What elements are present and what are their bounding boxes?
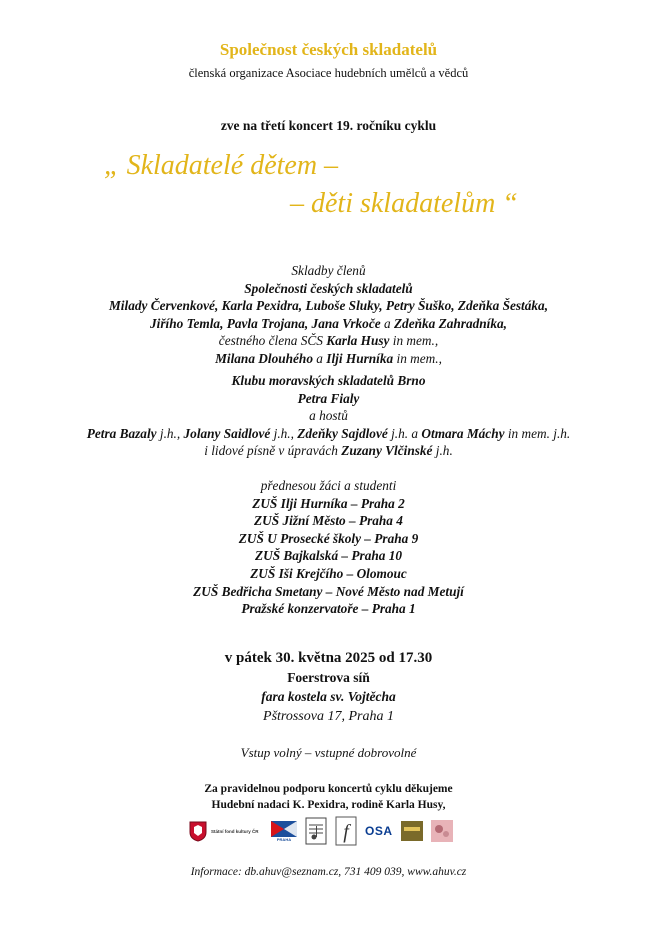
society-name: Společnosti českých skladatelů: [244, 280, 413, 296]
school-item: ZUŠ Jižní Město – Praha 4: [254, 513, 403, 529]
org-name: Společnost českých skladatelů: [219, 40, 438, 59]
performers-intro: přednesou žáci a studenti: [260, 478, 397, 493]
entry-note: Vstup volný – vstupné dobrovolné: [240, 745, 417, 760]
members-line1: Milady Červenkové, Karla Pexidra, Luboše Sluky, Petry Šuško, Zdeňka Šestáka,: [108, 298, 549, 314]
honorary-member-line: čestného člena SČS Karla Husy in mem.,: [218, 333, 439, 349]
praha-flag-logo-icon: PRAHA: [271, 821, 297, 842]
prague-coat-of-arms-icon: [188, 820, 263, 842]
guests-line: Petra Bazaly j.h., Jolany Saidlové j.h., Zdeňky Sajdlové j.h. a Otmara Máchy in mem. j.h.: [86, 425, 571, 441]
venue-church: fara kostela sv. Vojtěcha: [261, 689, 396, 704]
sfk-logo-icon: Státní fond kultury ČR: [211, 828, 259, 834]
program-section: [0, 262, 657, 368]
event-date: v pátek 30. května 2025 od 17.30: [224, 650, 433, 666]
osa-logo-icon: OSA: [365, 824, 393, 838]
members-line2: Jiřího Temla, Pavla Trojana, Jana Vrkoče a Zdeňka Zahradníka,: [150, 315, 507, 331]
concert-title-line1: „ Skladatelé dětem –: [104, 150, 339, 181]
memoriam-line: Milana Dlouhého a Ilji Hurníka in mem.,: [215, 350, 442, 366]
school-item: ZUŠ Bajkalská – Praha 10: [254, 548, 403, 564]
venue-address: Pštrossova 17, Praha 1: [263, 709, 394, 724]
pink-square-logo-icon: [431, 820, 453, 842]
club-section: [0, 372, 657, 460]
invite-text: zve na třetí koncert 19. ročníku cyklu: [220, 118, 437, 133]
square-logo-icon: [401, 821, 423, 841]
sheet-music-logo-icon: [305, 817, 327, 845]
school-item: ZUŠ Bedřicha Smetany – Nové Město nad Metují: [193, 583, 464, 599]
concert-title-line2: – děti skladatelům “: [290, 188, 518, 219]
contact-info: Informace: db.ahuv@seznam.cz, 731 409 039, www.ahuv.cz: [190, 866, 467, 878]
club-member: Petra Fialy: [297, 390, 360, 406]
club-name: Klubu moravských skladatelů Brno: [231, 373, 426, 388]
thanks-line2: Hudební nadaci K. Pexidra, rodině Karla Husy,: [211, 799, 446, 811]
school-item: Pražské konzervatoře – Praha 1: [241, 601, 416, 617]
f-clef-logo-icon: [335, 816, 357, 846]
performers-section: [0, 477, 657, 618]
thanks-section: [0, 781, 657, 813]
school-item: ZUŠ Ilji Hurníka – Praha 2: [252, 495, 405, 511]
school-item: ZUŠ Iši Krejčího – Olomouc: [250, 565, 407, 581]
folk-songs-line: i lidové písně v úpravách Zuzany Vlčinské j.h.: [204, 443, 453, 459]
thanks-line1: Za pravidelnou podporu koncertů cyklu děkujeme: [204, 783, 453, 795]
sponsor-logos: [188, 816, 453, 846]
venue-name: Foerstrova síň: [287, 670, 370, 685]
school-item: ZUŠ U Prosecké školy – Praha 9: [238, 530, 419, 546]
guests-intro: a hostů: [309, 408, 348, 424]
svg-text:f: f: [343, 821, 349, 843]
org-subtitle: členská organizace Asociace hudebních umělců a vědců: [188, 66, 469, 80]
program-intro: Skladby členů: [291, 263, 366, 278]
